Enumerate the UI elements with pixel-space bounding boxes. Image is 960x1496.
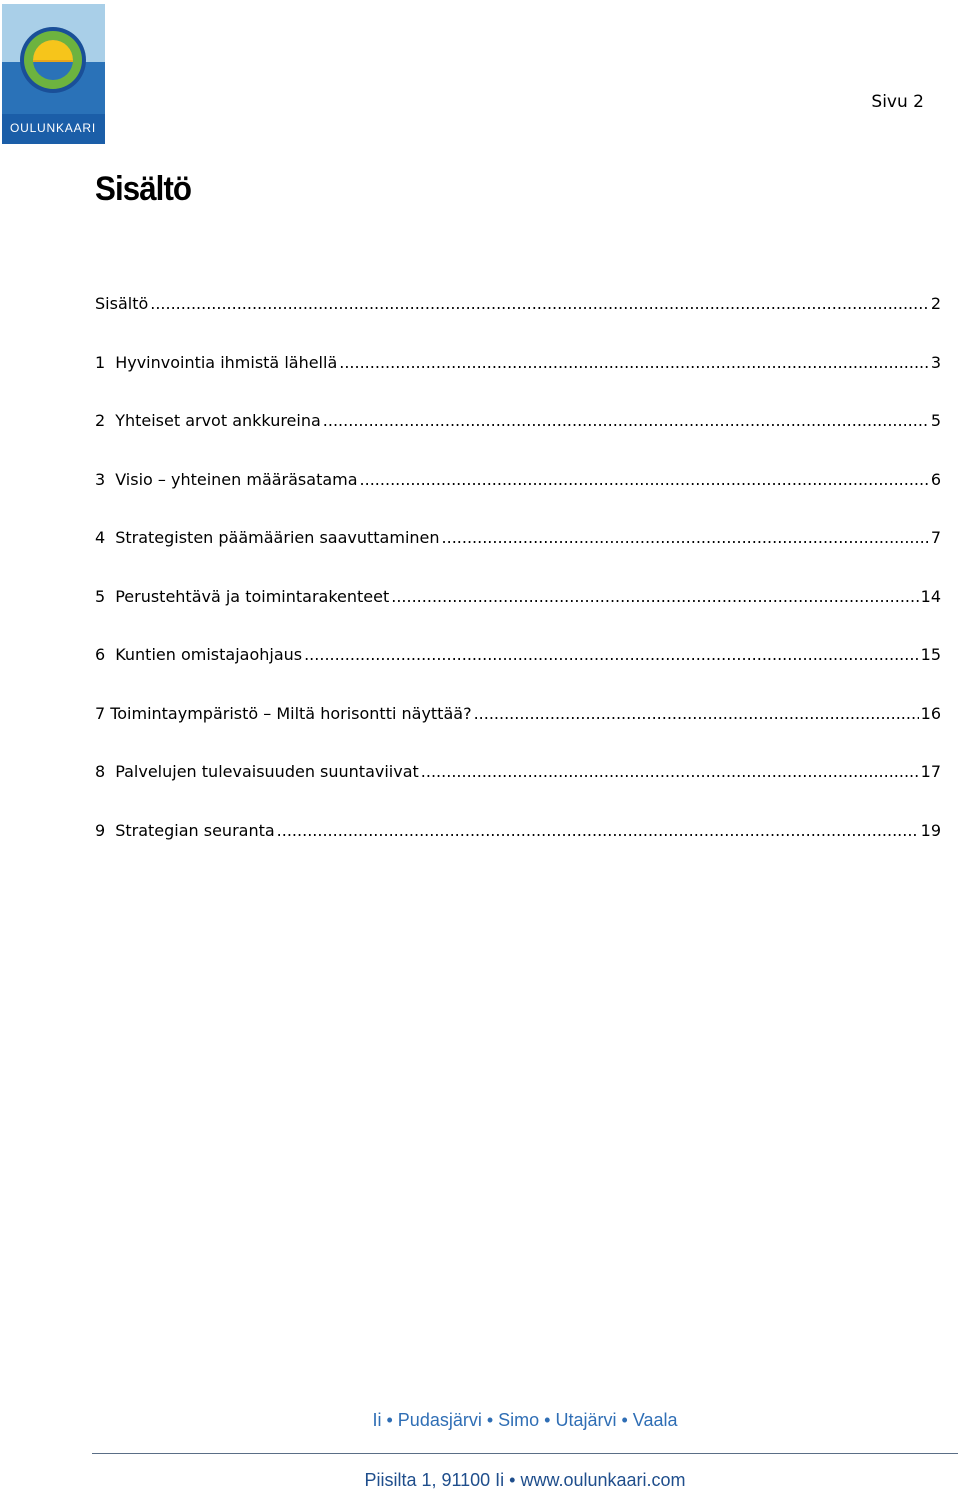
toc-page-number: 16 — [920, 703, 941, 723]
toc-page-number: 6 — [930, 469, 941, 489]
toc-entry-number: 3 — [95, 469, 106, 489]
toc-entry-7[interactable] — [95, 704, 941, 763]
toc-entry-5[interactable] — [95, 587, 941, 646]
toc-dot-leader — [323, 411, 929, 430]
page-number: Sivu 2 — [871, 92, 924, 112]
toc-entry-text: Sisältö — [95, 294, 149, 313]
toc-page-number: 15 — [920, 645, 941, 664]
toc-entry-6[interactable] — [95, 645, 941, 704]
toc-page-number: 14 — [920, 586, 941, 606]
toc-entry-3[interactable] — [95, 470, 941, 529]
toc-entry-2[interactable] — [95, 411, 941, 470]
logo-graphic — [2, 4, 105, 144]
toc-page-number: 19 — [920, 820, 941, 840]
footer-address: Piisilta 1, 91100 Ii • www.oulunkaari.com — [364, 1470, 686, 1490]
footer-divider — [92, 1453, 958, 1454]
toc-page-number: 7 — [930, 528, 941, 547]
page-title: Sisältö — [95, 170, 192, 208]
toc-entry-text: Toimintaympäristö – Miltä horisontti näyttää? — [110, 703, 472, 723]
toc-entry-number: 1 — [95, 352, 106, 372]
toc-entry-number: 2 — [95, 411, 106, 430]
toc-dot-leader — [304, 645, 919, 664]
toc-entry-contents[interactable] — [95, 294, 941, 353]
toc-page-number: 3 — [930, 352, 941, 372]
toc-entry-8[interactable] — [95, 762, 941, 821]
toc-entry-number: 4 — [95, 528, 106, 547]
toc-entry-1[interactable] — [95, 353, 941, 412]
toc-dot-leader — [360, 470, 929, 489]
toc-entry-number: 7 — [95, 703, 106, 723]
toc-entry-number: 6 — [95, 645, 106, 664]
toc-dot-leader — [150, 294, 929, 313]
toc-entry-number: 5 — [95, 586, 106, 606]
toc-dot-leader — [339, 353, 929, 372]
toc-dot-leader — [421, 762, 919, 781]
toc-page-number: 17 — [920, 762, 941, 781]
toc-entry-text: Palvelujen tulevaisuuden suuntaviivat — [115, 762, 419, 781]
toc-dot-leader — [474, 704, 919, 723]
logo-text: OULUNKAARI — [9, 121, 97, 135]
toc-dot-leader — [391, 587, 918, 606]
toc-dot-leader — [277, 821, 919, 840]
toc-entry-text: Strategian seuranta — [115, 820, 275, 840]
toc-entry-text: Perustehtävä ja toimintarakenteet — [115, 586, 390, 606]
toc-entry-number: 8 — [95, 762, 106, 781]
toc-entry-9[interactable] — [95, 821, 941, 880]
toc-entry-text: Kuntien omistajaohjaus — [115, 645, 303, 664]
oulunkaari-logo — [2, 4, 105, 144]
toc-entry-4[interactable] — [95, 528, 941, 587]
toc-entry-text: Strategisten päämäärien saavuttaminen — [115, 528, 440, 547]
toc-page-number: 2 — [930, 294, 941, 313]
toc-entry-text: Yhteiset arvot ankkureina — [115, 411, 321, 430]
toc-entry-text: Hyvinvointia ihmistä lähellä — [115, 352, 338, 372]
toc-page-number: 5 — [930, 411, 941, 430]
toc-entry-number: 9 — [95, 820, 106, 840]
footer-municipalities: Ii • Pudasjärvi • Simo • Utajärvi • Vaala — [372, 1410, 678, 1430]
toc-dot-leader — [442, 528, 929, 547]
table-of-contents — [95, 294, 941, 879]
toc-entry-text: Visio – yhteinen määräsatama — [115, 469, 358, 489]
